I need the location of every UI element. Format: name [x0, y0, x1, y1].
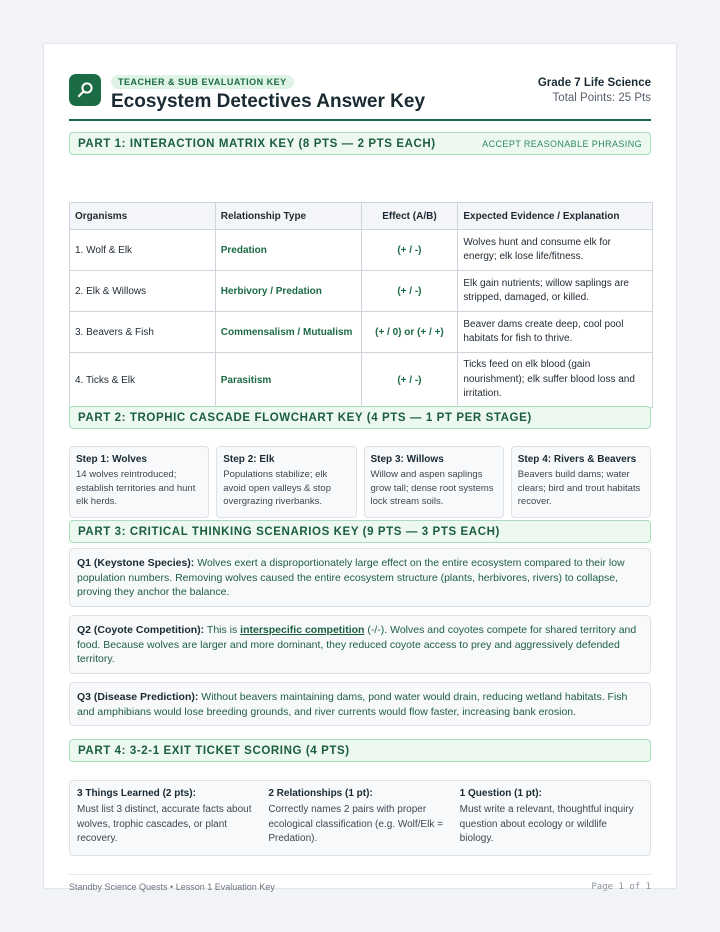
table-row — [70, 271, 653, 312]
header-divider — [69, 119, 651, 121]
evidence-cell: Wolves hunt and consume elk for energy; elk lose life/fitness. — [458, 230, 653, 271]
footer-divider — [69, 874, 651, 875]
criterion-title: 3 Things Learned (2 pts): — [77, 788, 196, 799]
step-text: Willow and aspen saplings grow tall; dense root systems lock stream soils. — [370, 469, 494, 507]
column-header-relationship: Relationship Type — [215, 203, 361, 230]
exit-ticket-scoring — [69, 780, 651, 856]
part2-title: PART 2: TROPHIC CASCADE FLOWCHART KEY (4 PTS — 1 PT PER STAGE) — [78, 411, 532, 424]
relationship-cell: Predation — [215, 230, 361, 271]
flowchart-step — [364, 446, 504, 518]
flowchart-step — [69, 446, 209, 518]
organisms-cell: 3. Beavers & Fish — [70, 312, 216, 353]
part1-title: PART 1: INTERACTION MATRIX KEY (8 PTS — 2 PTS EACH) — [78, 137, 436, 150]
relationship-cell: Commensalism / Mutualism — [215, 312, 361, 353]
q2-key-term: interspecific competition — [240, 624, 365, 636]
step-title: Step 4: Rivers & Beavers — [517, 454, 637, 465]
exit-criterion — [460, 788, 643, 848]
effect-cell: (+ / -) — [361, 271, 458, 312]
column-header-organisms: Organisms — [70, 203, 216, 230]
column-header-evidence: Expected Evidence / Explanation — [458, 203, 653, 230]
question-q3 — [69, 682, 651, 726]
table-row — [70, 312, 653, 353]
flowchart-steps — [69, 446, 651, 518]
criterion-text: Correctly names 2 pairs with proper ecological classification (e.g. Wolf/Elk = Predation). — [268, 804, 443, 844]
step-title: Step 2: Elk — [223, 454, 275, 465]
q3-label: Q3 (Disease Prediction): — [77, 691, 199, 703]
table-row — [70, 353, 653, 408]
criterion-text: Must list 3 distinct, accurate facts about wolves, trophic cascades, or plant recovery. — [77, 804, 252, 844]
step-title: Step 3: Willows — [370, 454, 444, 465]
page-content — [69, 74, 651, 892]
flowchart-step — [216, 446, 356, 518]
table-row — [70, 230, 653, 271]
q2-label: Q2 (Coyote Competition): — [77, 624, 205, 636]
page-number: Page 1 of 1 — [591, 882, 651, 892]
q2-answer-intro: This is — [206, 624, 238, 636]
organisms-cell: 2. Elk & Willows — [70, 271, 216, 312]
organisms-cell: 1. Wolf & Elk — [70, 230, 216, 271]
evidence-cell: Ticks feed on elk blood (gain nourishment); elk suffer blood loss and irritation. — [458, 353, 653, 408]
exit-criterion — [77, 788, 260, 848]
flowchart-step — [511, 446, 651, 518]
table-header-row — [70, 203, 653, 230]
relationship-cell: Parasitism — [215, 353, 361, 408]
effect-cell: (+ / -) — [361, 353, 458, 408]
answer-key-page — [43, 43, 677, 892]
criterion-title: 2 Relationships (1 pt): — [268, 788, 373, 799]
effect-cell: (+ / -) — [361, 230, 458, 271]
part2-heading — [69, 406, 651, 429]
interaction-matrix-table — [69, 202, 653, 408]
step-text: Populations stabilize; elk avoid open valleys & stop overgrazing riverbanks. — [223, 469, 331, 507]
evidence-cell: Beaver dams create deep, cool pool habitats for fish to thrive. — [458, 312, 653, 353]
step-text: Beavers build dams; water clears; bird and trout habitats recover. — [517, 469, 641, 507]
part4-title: PART 4: 3-2-1 EXIT TICKET SCORING (4 PTS) — [78, 744, 350, 757]
organisms-cell: 4. Ticks & Elk — [70, 353, 216, 408]
exit-criterion — [268, 788, 451, 848]
criterion-title: 1 Question (1 pt): — [459, 788, 542, 799]
q1-label: Q1 (Keystone Species): — [77, 557, 195, 569]
part1-note: ACCEPT REASONABLE PHRASING — [482, 138, 642, 149]
part1-heading — [69, 132, 651, 155]
q1-answer: Wolves exert a disproportionately large effect on the entire ecosystem compared to their low population numbers. Removing wolves caused the entire ecosystem structure (plants, herbivores, rivers) to collapse, proving they anchor the balance. — [77, 557, 625, 598]
footer-course-label: Standby Science Quests • Lesson 1 Evaluation Key — [69, 882, 275, 892]
part4-heading — [69, 739, 651, 762]
evaluation-key-badge: TEACHER & SUB EVALUATION KEY — [111, 75, 294, 89]
relationship-cell: Herbivory / Predation — [215, 271, 361, 312]
header — [69, 74, 651, 122]
total-points: Total Points: 25 Pts — [552, 92, 651, 104]
part3-heading — [69, 520, 651, 543]
q2-answer: (-/-). Wolves and coyotes compete for shared territory and food. Because wolves are larger and more dominant, they reduced coyote access to prey and aggressively defended territory. — [77, 624, 637, 665]
magnifier-logo-icon — [69, 74, 101, 106]
criterion-text: Must write a relevant, thoughtful inquiry question about ecology or wildlife biology. — [459, 804, 634, 844]
grade-label: Grade 7 Life Science — [537, 77, 651, 89]
question-q1 — [69, 548, 651, 607]
effect-cell: (+ / 0) or (+ / +) — [361, 312, 458, 353]
part3-title: PART 3: CRITICAL THINKING SCENARIOS KEY (9 PTS — 3 PTS EACH) — [78, 525, 500, 538]
step-title: Step 1: Wolves — [76, 454, 147, 465]
step-text: 14 wolves reintroduced; establish territories and hunt elk herds. — [76, 469, 196, 507]
question-q2 — [69, 615, 651, 674]
page-title: Ecosystem Detectives Answer Key — [111, 91, 426, 112]
q3-answer: Without beavers maintaining dams, pond water would drain, reducing wetland habitats. Fish and amphibians would lose breeding grounds, and river currents would flow faster, increasing bank erosion. — [77, 691, 628, 718]
evidence-cell: Elk gain nutrients; willow saplings are stripped, damaged, or killed. — [458, 271, 653, 312]
column-header-effect: Effect (A/B) — [361, 203, 458, 230]
